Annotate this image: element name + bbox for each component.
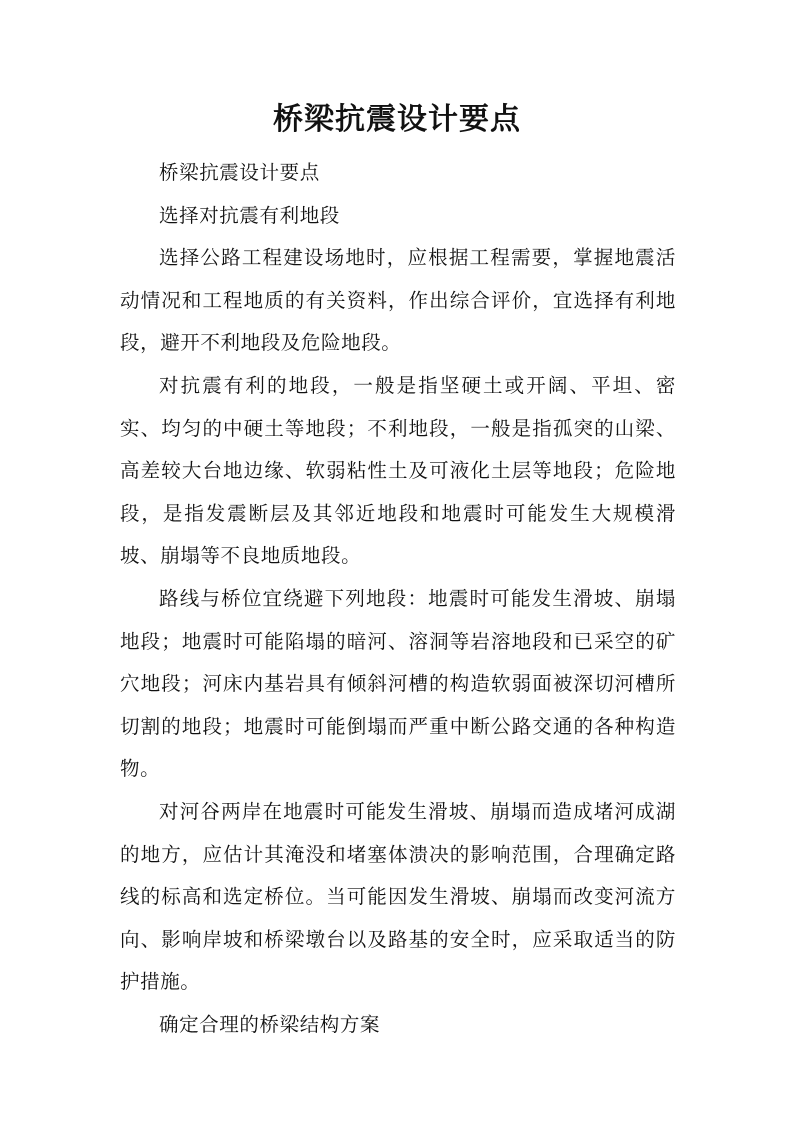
paragraph-route-avoidance: 路线与桥位宜绕避下列地段：地震时可能发生滑坡、崩塌地段；地震时可能陷塌的暗河、溶洞等岩溶地段和已采空的矿穴地段；河床内基岩具有倾斜河槽的构造软弱面被深切河槽所切割的地段；地震时可能倒塌而严重中断公路交通的各种构造物。: [120, 586, 676, 781]
paragraph-site-selection: 选择公路工程建设场地时，应根据工程需要，掌握地震活动情况和工程地质的有关资料，作出综合评价，宜选择有利地段，避开不利地段及危险地段。: [120, 246, 676, 355]
paragraph-valley-landslide: 对河谷两岸在地震时可能发生滑坡、崩塌而造成堵河成湖的地方，应估计其淹没和堵塞体溃决的影响范围，合理确定路线的标高和选定桥位。当可能因发生滑坡、崩塌而改变河流方向、影响岸坡和桥梁墩台以及路基的安全时，应采取适当的防护措施。: [120, 799, 676, 994]
document-body: [120, 152, 676, 1046]
paragraph-section-heading-structure: 确定合理的桥梁结构方案: [159, 1012, 381, 1036]
paragraph-subtitle: 桥梁抗震设计要点: [159, 161, 320, 184]
paragraph-section-heading-site: 选择对抗震有利地段: [159, 203, 340, 227]
document-title: 桥梁抗震设计要点: [273, 102, 521, 137]
paragraph-favorable-sections: 对抗震有利的地段，一般是指坚硬土或开阔、平坦、密实、均匀的中硬土等地段；不利地段，一般是指孤突的山梁、高差较大台地边缘、软弱粘性土及可液化土层等地段；危险地段，是指发震断层及其邻近地段和地震时可能发生大规模滑坡、崩塌等不良地质地段。: [120, 373, 676, 568]
